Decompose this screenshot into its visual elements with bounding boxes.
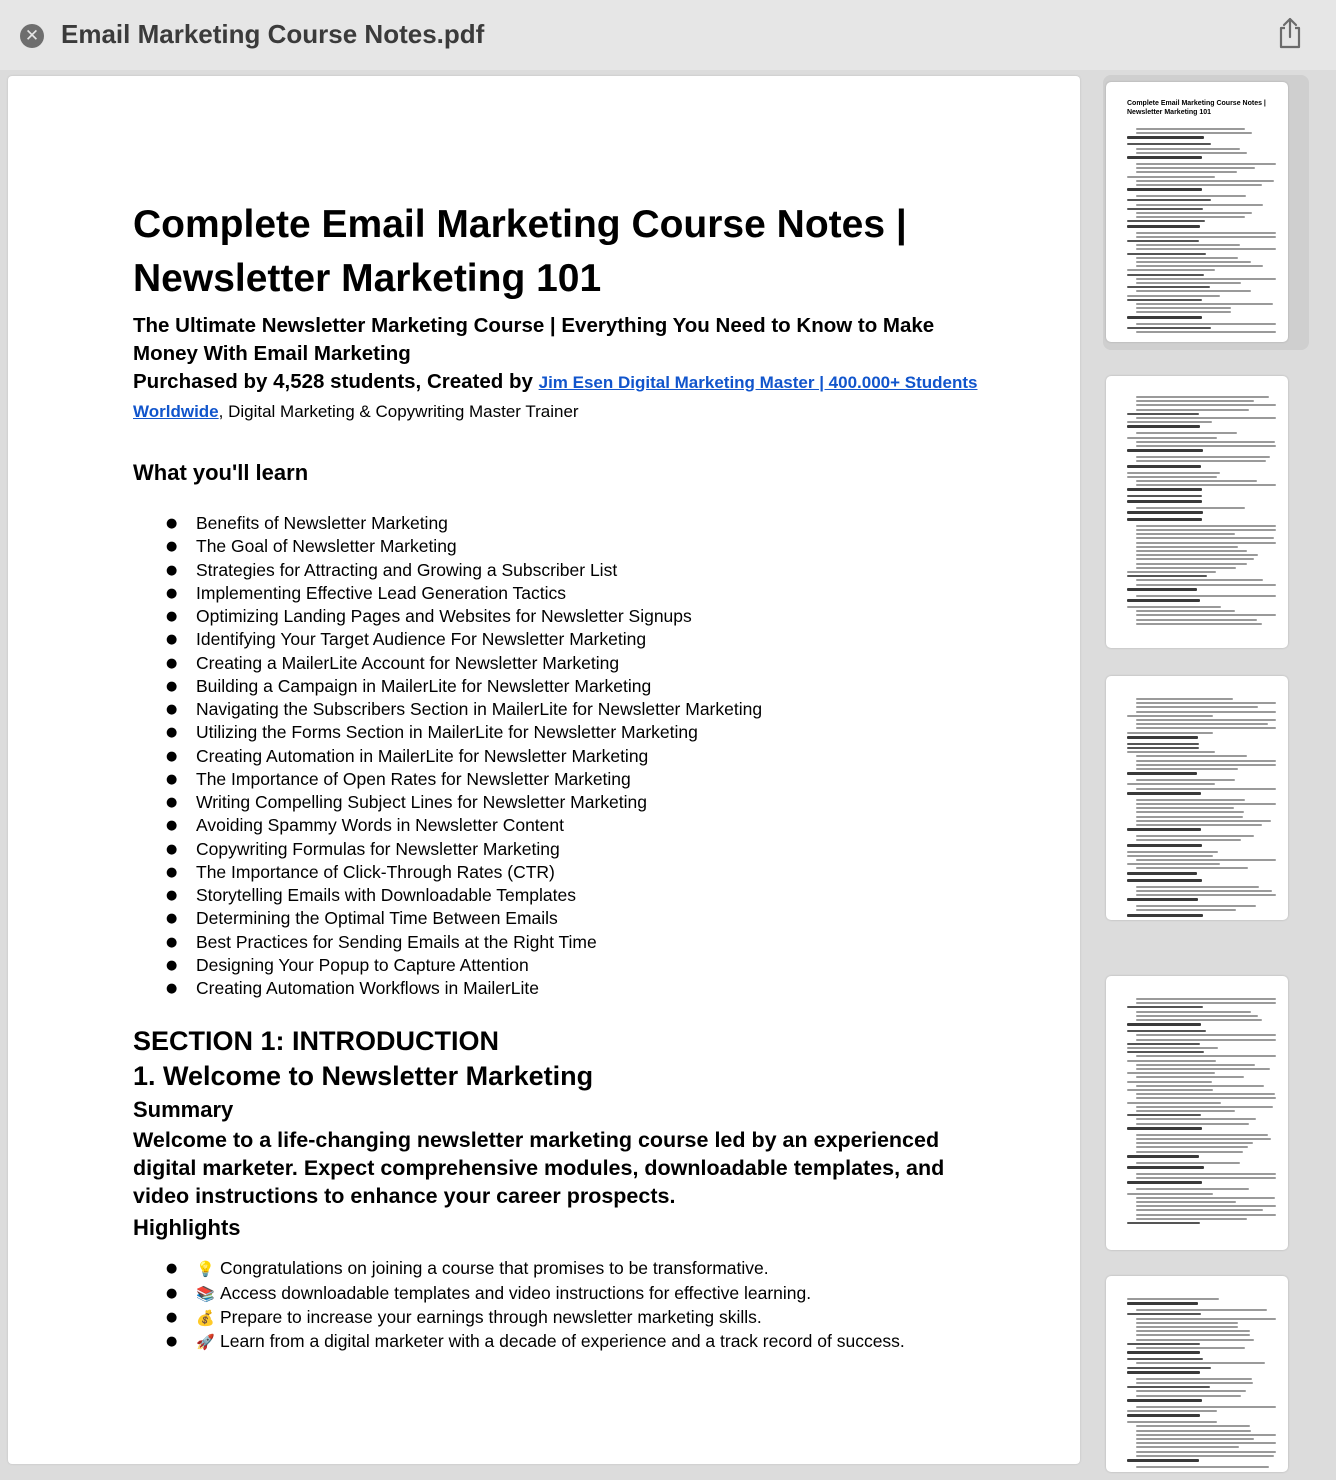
thumbnail-text-line (1136, 1455, 1274, 1457)
thumbnail-text-line (1127, 1351, 1200, 1354)
thumbnail-text-line (1136, 702, 1276, 704)
summary-text: Welcome to a life-changing newsletter marketing course led by an experienced digital marketer. Expect comprehensive modules, downloadable templates, and video instructions to enhance your career prospects. (133, 1128, 945, 1209)
thumbnail-text-line (1136, 331, 1276, 333)
list-item: ● Strategies for Attracting and Growing a Subscriber List (133, 559, 993, 582)
list-item: ● Determining the Optimal Time Between Emails (133, 907, 993, 930)
thumbnail-text-line (1136, 248, 1276, 250)
thumbnail-text-line (1136, 909, 1236, 911)
thumbnail-text-line (1136, 1382, 1253, 1384)
thumbnail-text-line (1136, 886, 1259, 888)
list-item: ● Storytelling Emails with Downloadable Templates (133, 884, 993, 907)
document-subtitle: The Ultimate Newsletter Marketing Course | Everything You Need to Know to Make Money With Email Marketing (133, 314, 935, 365)
thumbnail-text-line (1127, 421, 1212, 423)
thumbnail-text-line (1127, 495, 1202, 497)
thumbnail-text-line (1127, 606, 1221, 608)
thumbnail-text-line (1136, 779, 1235, 781)
thumbnail-text-line (1127, 844, 1202, 847)
thumbnail-text-line (1136, 1390, 1246, 1392)
list-item: ● Writing Compelling Subject Lines for Newsletter Marketing (133, 791, 993, 814)
purchase-info (133, 368, 993, 426)
thumbnail-text-line (1127, 316, 1202, 319)
thumbnail-text-line (1127, 425, 1200, 428)
list-item: ● Benefits of Newsletter Marketing (133, 512, 993, 535)
document-body (133, 198, 993, 1354)
thumbnail-text-line (1136, 216, 1245, 218)
thumbnail-text-line (1136, 1015, 1258, 1017)
thumbnail-text-line (1136, 1068, 1270, 1070)
thumbnail-text-line (1136, 807, 1234, 809)
thumbnail-text-line (1136, 1326, 1238, 1328)
thumbnail-text-line (1136, 1434, 1276, 1436)
thumbnail-text-line (1136, 278, 1276, 280)
thumbnail-text-line (1136, 152, 1247, 154)
thumbnail-text-line (1136, 546, 1238, 548)
thumbnail-text-line (1136, 764, 1276, 766)
purchase-suffix: , Digital Marketing & Copywriting Master Trainer (218, 402, 579, 421)
thumbnail-text-line (1127, 176, 1215, 178)
thumbnail-text-line (1127, 511, 1203, 514)
thumbnail-text-line (1136, 290, 1251, 292)
thumbnail-text-line (1136, 1034, 1276, 1036)
thumbnail-text-line (1127, 1358, 1203, 1360)
thumbnail-text-line (1136, 820, 1271, 822)
thumbnail-text-line (1136, 184, 1262, 186)
thumbnail-text-line (1136, 404, 1276, 406)
thumbnail-text-line (1127, 1193, 1213, 1195)
author-link[interactable]: Jim Esen Digital Marketing Master | 400.000+ Students Worldwide (133, 373, 978, 421)
rocket-icon: 🚀 (196, 1333, 215, 1351)
thumbnail-text-line (1136, 529, 1276, 531)
thumbnail-text-line (1136, 1055, 1276, 1057)
thumbnail-text-line (1127, 747, 1199, 749)
thumbnail-text-line (1136, 1309, 1267, 1311)
thumbnail-text-line (1127, 1181, 1202, 1184)
thumbnail-text-line (1136, 623, 1262, 625)
list-item: ● Creating Automation Workflows in MailerLite (133, 977, 993, 1000)
thumbnail-text-line (1136, 244, 1240, 246)
thumbnail-text-line (1127, 751, 1215, 753)
thumbnail-text-line (1136, 195, 1246, 197)
thumbnail-text-line (1136, 788, 1276, 790)
thumbnail-text-line (1127, 488, 1202, 491)
thumbnail-text-line (1127, 715, 1213, 717)
thumbnail-text-line (1136, 1142, 1253, 1144)
thumbnail-text-line (1136, 163, 1276, 165)
purchase-prefix: Purchased by 4,528 students, Created by (133, 370, 539, 393)
thumbnail-text-line (1127, 208, 1203, 210)
thumbnail-text-line (1136, 835, 1254, 837)
thumbnail-text-line (1127, 225, 1200, 228)
pdf-viewer[interactable] (0, 70, 1336, 1480)
thumbnail-text-line (1136, 558, 1254, 560)
thumbnail-text-line (1136, 760, 1276, 762)
thumbnail-text-line (1127, 1051, 1204, 1053)
thumbnail-text-line (1127, 1459, 1199, 1462)
thumbnail-text-line (1127, 599, 1200, 602)
thumbnail-text-line (1136, 1106, 1273, 1108)
thumbnail-text-line (1127, 199, 1211, 201)
thumbnail-text-line (1136, 1347, 1245, 1349)
thumbnail-text-line (1127, 476, 1217, 478)
thumbnail-text-line (1136, 706, 1258, 708)
thumbnail-text-line (1136, 723, 1268, 725)
thumbnail-text-line (1136, 1425, 1250, 1427)
learn-heading: What you'll learn (133, 460, 309, 485)
thumbnail-text-line (1136, 1085, 1264, 1087)
thumbnail-text-line (1136, 998, 1276, 1000)
thumbnail-text-line (1136, 816, 1243, 818)
thumbnail-text-line (1136, 525, 1276, 527)
thumbnail-text-line (1136, 610, 1235, 612)
thumbnail-text-line (1136, 811, 1244, 813)
thumbnail-text-line (1127, 914, 1203, 917)
thumbnail-text-line (1127, 295, 1220, 297)
thumbnail-text-line (1136, 484, 1276, 486)
thumbnail-text-line (1136, 1177, 1276, 1179)
thumbnail-page-5[interactable] (1106, 1276, 1288, 1472)
thumbnail-text-line (1127, 1072, 1215, 1074)
thumbnail-text-line (1127, 437, 1217, 439)
thumbnail-text-line (1136, 542, 1276, 544)
list-item: ● The Goal of Newsletter Marketing (133, 535, 993, 558)
thumbnail-text-line (1127, 188, 1202, 191)
thumbnail-text-line (1136, 456, 1270, 458)
thumbnail-text-line (1136, 905, 1256, 907)
thumbnail-text-line (1136, 1339, 1254, 1341)
thumbnail-text-line (1136, 400, 1254, 402)
thumbnail-text-line (1136, 890, 1272, 892)
window-title: Email Marketing Course Notes.pdf (61, 19, 485, 49)
thumbnail-text-line (1136, 727, 1276, 729)
thumbnail-text-line (1136, 323, 1276, 325)
thumbnail-text-line (1127, 465, 1201, 468)
share-icon[interactable] (1276, 17, 1304, 49)
lightbulb-icon: 💡 (196, 1260, 215, 1279)
thumbnail-text-line (1127, 828, 1201, 831)
thumbnail-text-line (1136, 1442, 1276, 1444)
pdf-page (8, 76, 1080, 1464)
lecture-heading: 1. Welcome to Newsletter Marketing (133, 1061, 594, 1092)
thumbnail-text-line (1136, 417, 1276, 419)
thumbnail-text-line (1136, 803, 1276, 805)
thumbnail-text-line (1127, 472, 1220, 474)
thumbnail-text-line (1127, 1313, 1201, 1315)
thumbnail-text-line (1136, 311, 1231, 313)
thumbnail-text-line (1136, 799, 1245, 801)
highlight-text: Access downloadable templates and video instructions for effective learning. (220, 1282, 812, 1303)
thumbnail-text-line (1136, 132, 1252, 134)
thumbnail-text-line (1136, 1395, 1241, 1397)
thumbnail-text-line (1136, 1019, 1262, 1021)
thumbnail-text-line (1127, 253, 1206, 255)
list-item: ● Navigating the Subscribers Section in MailerLite for Newsletter Marketing (133, 698, 993, 721)
thumbnail-page-3[interactable] (1106, 676, 1288, 920)
thumbnail-text-line (1127, 1030, 1206, 1032)
thumbnail-text-line (1136, 396, 1269, 398)
thumbnail-text-line (1127, 274, 1204, 276)
thumbnail-text-line (1127, 143, 1211, 145)
thumbnail-text-line (1136, 839, 1241, 841)
thumbnail-page-4[interactable] (1106, 976, 1288, 1250)
thumbnail-text-line (1136, 1123, 1249, 1125)
thumbnail-text-line (1136, 537, 1274, 539)
list-item: ● Identifying Your Target Audience For Newsletter Marketing (133, 628, 993, 651)
thumbnail-text-line (1136, 1362, 1265, 1364)
thumbnail-text-line (1136, 232, 1276, 234)
highlight-text: Learn from a digital marketer with a decade of experience and a track record of success. (220, 1331, 905, 1351)
thumbnail-text-line (1136, 1064, 1255, 1066)
thumbnail-text-line (1136, 204, 1263, 206)
thumbnail-text-line (1136, 867, 1248, 869)
thumbnail-text-line (1127, 1343, 1200, 1345)
highlight-item (133, 1306, 993, 1330)
thumbnail-text-line (1136, 257, 1238, 259)
list-item: ● Copywriting Formulas for Newsletter Marketing (133, 838, 993, 861)
list-item: ● Best Practices for Sending Emails at the Right Time (133, 931, 993, 954)
thumbnail-title: Complete Email Marketing Course Notes | Newsletter Marketing 101 (1127, 100, 1266, 116)
list-item: ● Avoiding Spammy Words in Newsletter Content (133, 814, 993, 837)
thumbnail-text-line (1127, 1006, 1203, 1008)
thumbnail-text-line (1127, 1386, 1210, 1388)
thumbnail-text-line (1136, 1322, 1238, 1324)
thumbnail-text-line (1127, 872, 1197, 875)
thumbnail-text-line (1136, 550, 1247, 552)
list-item: ● The Importance of Click-Through Rates (CTR) (133, 861, 993, 884)
thumbnail-text-line (1127, 136, 1204, 139)
thumbnail-text-line (1136, 711, 1276, 713)
thumbnail-text-line (1136, 619, 1257, 621)
thumbnail-text-line (1136, 1406, 1276, 1408)
thumbnail-text-line (1136, 1214, 1276, 1216)
thumbnail-text-line (1136, 1173, 1276, 1175)
thumbnail-text-line (1136, 236, 1276, 238)
thumbnail-text-line (1127, 327, 1211, 329)
thumbnail-text-line (1136, 460, 1266, 462)
highlight-text: Congratulations on joining a course that promises to be transformative. (220, 1258, 769, 1279)
highlight-item (133, 1282, 993, 1306)
summary-heading: Summary (133, 1097, 234, 1123)
thumbnail-text-line (1136, 1334, 1250, 1336)
thumbnail-text-line (1136, 614, 1276, 616)
highlights-list (133, 1257, 993, 1354)
document-title: Complete Email Marketing Course Notes | Newsletter Marketing 101 (133, 203, 907, 300)
thumbnail-text-line (1136, 445, 1276, 447)
thumbnail-text-line (1136, 1151, 1243, 1153)
thumbnail-text-line (1127, 1302, 1198, 1305)
highlight-item (133, 1330, 993, 1354)
list-item: ● Creating a MailerLite Account for Newsletter Marketing (133, 652, 993, 675)
thumbnail-text-line (1136, 859, 1276, 861)
thumbnail-text-line (1127, 1102, 1221, 1104)
list-item: ● The Importance of Open Rates for Newsletter Marketing (133, 768, 993, 791)
close-icon[interactable]: ✕ (20, 24, 44, 48)
thumbnail-text-line (1127, 1222, 1200, 1224)
list-item: ● Utilizing the Forms Section in MailerLite for Newsletter Marketing (133, 721, 993, 744)
thumbnail-text-line (1136, 563, 1247, 565)
list-item: ● Creating Automation in MailerLite for Newsletter Marketing (133, 745, 993, 768)
learn-list (133, 512, 993, 1000)
thumbnail-text-line (1136, 1218, 1247, 1220)
thumbnail-text-line (1136, 579, 1263, 581)
thumbnail-text-line (1127, 518, 1202, 521)
thumbnail-text-line (1136, 1076, 1244, 1078)
thumbnail-text-line (1127, 783, 1215, 785)
thumbnail-text-line (1127, 898, 1198, 901)
thumbnail-text-line (1136, 180, 1274, 182)
thumbnail-text-line (1127, 1414, 1200, 1417)
thumbnail-text-line (1136, 533, 1235, 535)
thumbnail-text-line (1127, 1298, 1219, 1300)
thumbnail-text-line (1136, 1188, 1249, 1190)
thumbnail-text-line (1136, 1466, 1269, 1468)
thumbnail-text-line (1136, 1330, 1250, 1332)
thumbnail-text-line (1136, 1451, 1276, 1453)
thumbnail-text-line (1127, 1421, 1217, 1423)
thumbnail-text-line (1127, 772, 1197, 775)
thumbnail-text-line (1127, 732, 1213, 734)
list-item: ● Implementing Effective Lead Generation Tactics (133, 582, 993, 605)
thumbnail-text-line (1127, 879, 1202, 882)
thumbnail-text-line (1136, 441, 1275, 443)
money-bag-icon: 💰 (196, 1308, 215, 1327)
thumbnail-text-line (1127, 449, 1203, 452)
thumbnail-text-line (1136, 303, 1273, 305)
thumbnail-text-line (1136, 894, 1276, 896)
list-item: ● Designing Your Popup to Capture Attention (133, 954, 993, 977)
thumbnail-text-line (1136, 261, 1251, 263)
thumbnail-text-line (1127, 1127, 1202, 1130)
thumbnail-text-line (1136, 824, 1262, 826)
thumbnail-text-line (1127, 792, 1201, 795)
thumbnail-text-line (1136, 282, 1241, 284)
thumbnail-text-line (1136, 1318, 1276, 1320)
thumbnail-text-line (1136, 1138, 1271, 1140)
thumbnail-text-line (1127, 1081, 1212, 1083)
thumbnail-text-line (1127, 851, 1218, 853)
thumbnail-text-line (1127, 413, 1199, 415)
thumbnail-text-line (1127, 743, 1199, 745)
thumbnail-text-line (1127, 575, 1207, 577)
thumbnail-text-line (1127, 1410, 1217, 1412)
thumbnail-text-line (1127, 855, 1213, 857)
thumbnail-text-line (1127, 1371, 1200, 1374)
thumbnail-text-line (1136, 1110, 1235, 1112)
thumbnail-text-line (1127, 220, 1205, 222)
thumbnail-text-line (1127, 1043, 1200, 1045)
thumbnail-text-line (1127, 1367, 1211, 1369)
thumbnail-text-line (1127, 1089, 1213, 1091)
thumbnail-text-line (1136, 1011, 1251, 1013)
thumbnail-text-line (1136, 409, 1249, 411)
thumbnail-text-line (1127, 1023, 1201, 1026)
thumbnail-text-line (1136, 265, 1263, 267)
thumbnail-text-line (1136, 768, 1238, 770)
thumbnail-text-line (1136, 1162, 1240, 1164)
thumbnail-text-line (1136, 1430, 1251, 1432)
thumbnail-page-2[interactable] (1106, 376, 1288, 648)
thumbnail-text-line (1136, 584, 1276, 586)
thumbnail-text-line (1127, 571, 1216, 573)
thumbnail-text-line (1136, 1205, 1276, 1207)
thumbnail-text-line (1127, 156, 1202, 159)
thumbnail-text-line (1127, 1114, 1201, 1116)
thumbnail-text-line (1127, 269, 1215, 271)
thumbnail-text-line (1136, 1039, 1276, 1041)
thumbnail-text-line (1136, 1134, 1268, 1136)
thumbnail-text-line (1127, 588, 1197, 591)
thumbnail-text-line (1136, 167, 1255, 169)
thumbnail-text-line (1136, 128, 1245, 130)
thumbnail-text-line (1136, 148, 1240, 150)
thumbnail-text-line (1136, 1209, 1263, 1211)
thumbnail-text-line (1136, 212, 1252, 214)
thumbnail-text-line (1136, 171, 1237, 173)
thumbnail-text-line (1136, 698, 1233, 700)
thumbnail-page-1[interactable] (1106, 82, 1288, 342)
highlight-text: Prepare to increase your earnings through newsletter marketing skills. (220, 1306, 762, 1327)
thumbnail-text-line (1136, 1438, 1254, 1440)
thumbnail-text-line (1136, 307, 1231, 309)
thumbnail-text-line (1136, 1146, 1248, 1148)
thumbnail-text-line (1136, 432, 1237, 434)
thumbnail-text-line (1127, 1155, 1199, 1158)
thumbnail-text-line (1127, 736, 1198, 739)
highlights-heading: Highlights (133, 1215, 241, 1241)
thumbnail-text-line (1136, 1118, 1256, 1120)
thumbnail-text-line (1136, 480, 1257, 482)
thumbnail-text-line (1136, 595, 1276, 597)
thumbnail-text-line (1136, 1002, 1276, 1004)
thumbnail-text-line (1136, 1378, 1252, 1380)
books-icon: 📚 (196, 1284, 215, 1303)
thumbnail-text-line (1136, 554, 1258, 556)
highlight-item (133, 1257, 993, 1281)
title-bar (0, 0, 1336, 70)
list-item: ● Optimizing Landing Pages and Websites for Newsletter Signups (133, 605, 993, 628)
thumbnail-text-line (1127, 1060, 1216, 1062)
thumbnail-text-line (1136, 719, 1276, 721)
thumbnail-text-line (1127, 299, 1202, 301)
thumbnail-text-line (1127, 1047, 1218, 1049)
thumbnail-text-line (1136, 1097, 1276, 1099)
thumbnail-text-line (1127, 1399, 1202, 1402)
thumbnail-text-line (1127, 240, 1199, 242)
list-item: ● Building a Campaign in MailerLite for Newsletter Marketing (133, 675, 993, 698)
thumbnail-text-line (1136, 1201, 1236, 1203)
thumbnail-text-line (1127, 500, 1202, 503)
thumbnail-text-line (1136, 755, 1247, 757)
thumbnail-text-line (1136, 567, 1236, 569)
thumbnail-text-line (1127, 286, 1210, 288)
thumbnail-text-line (1127, 1166, 1204, 1169)
thumbnail-text-line (1136, 1093, 1275, 1095)
thumbnail-text-line (1127, 863, 1220, 865)
thumbnail-text-line (1136, 1446, 1239, 1448)
section-heading: SECTION 1: INTRODUCTION (133, 1026, 500, 1057)
thumbnail-text-line (1136, 507, 1245, 509)
thumbnail-text-line (1136, 1197, 1275, 1199)
thumbnail-sidebar (1088, 70, 1336, 1480)
